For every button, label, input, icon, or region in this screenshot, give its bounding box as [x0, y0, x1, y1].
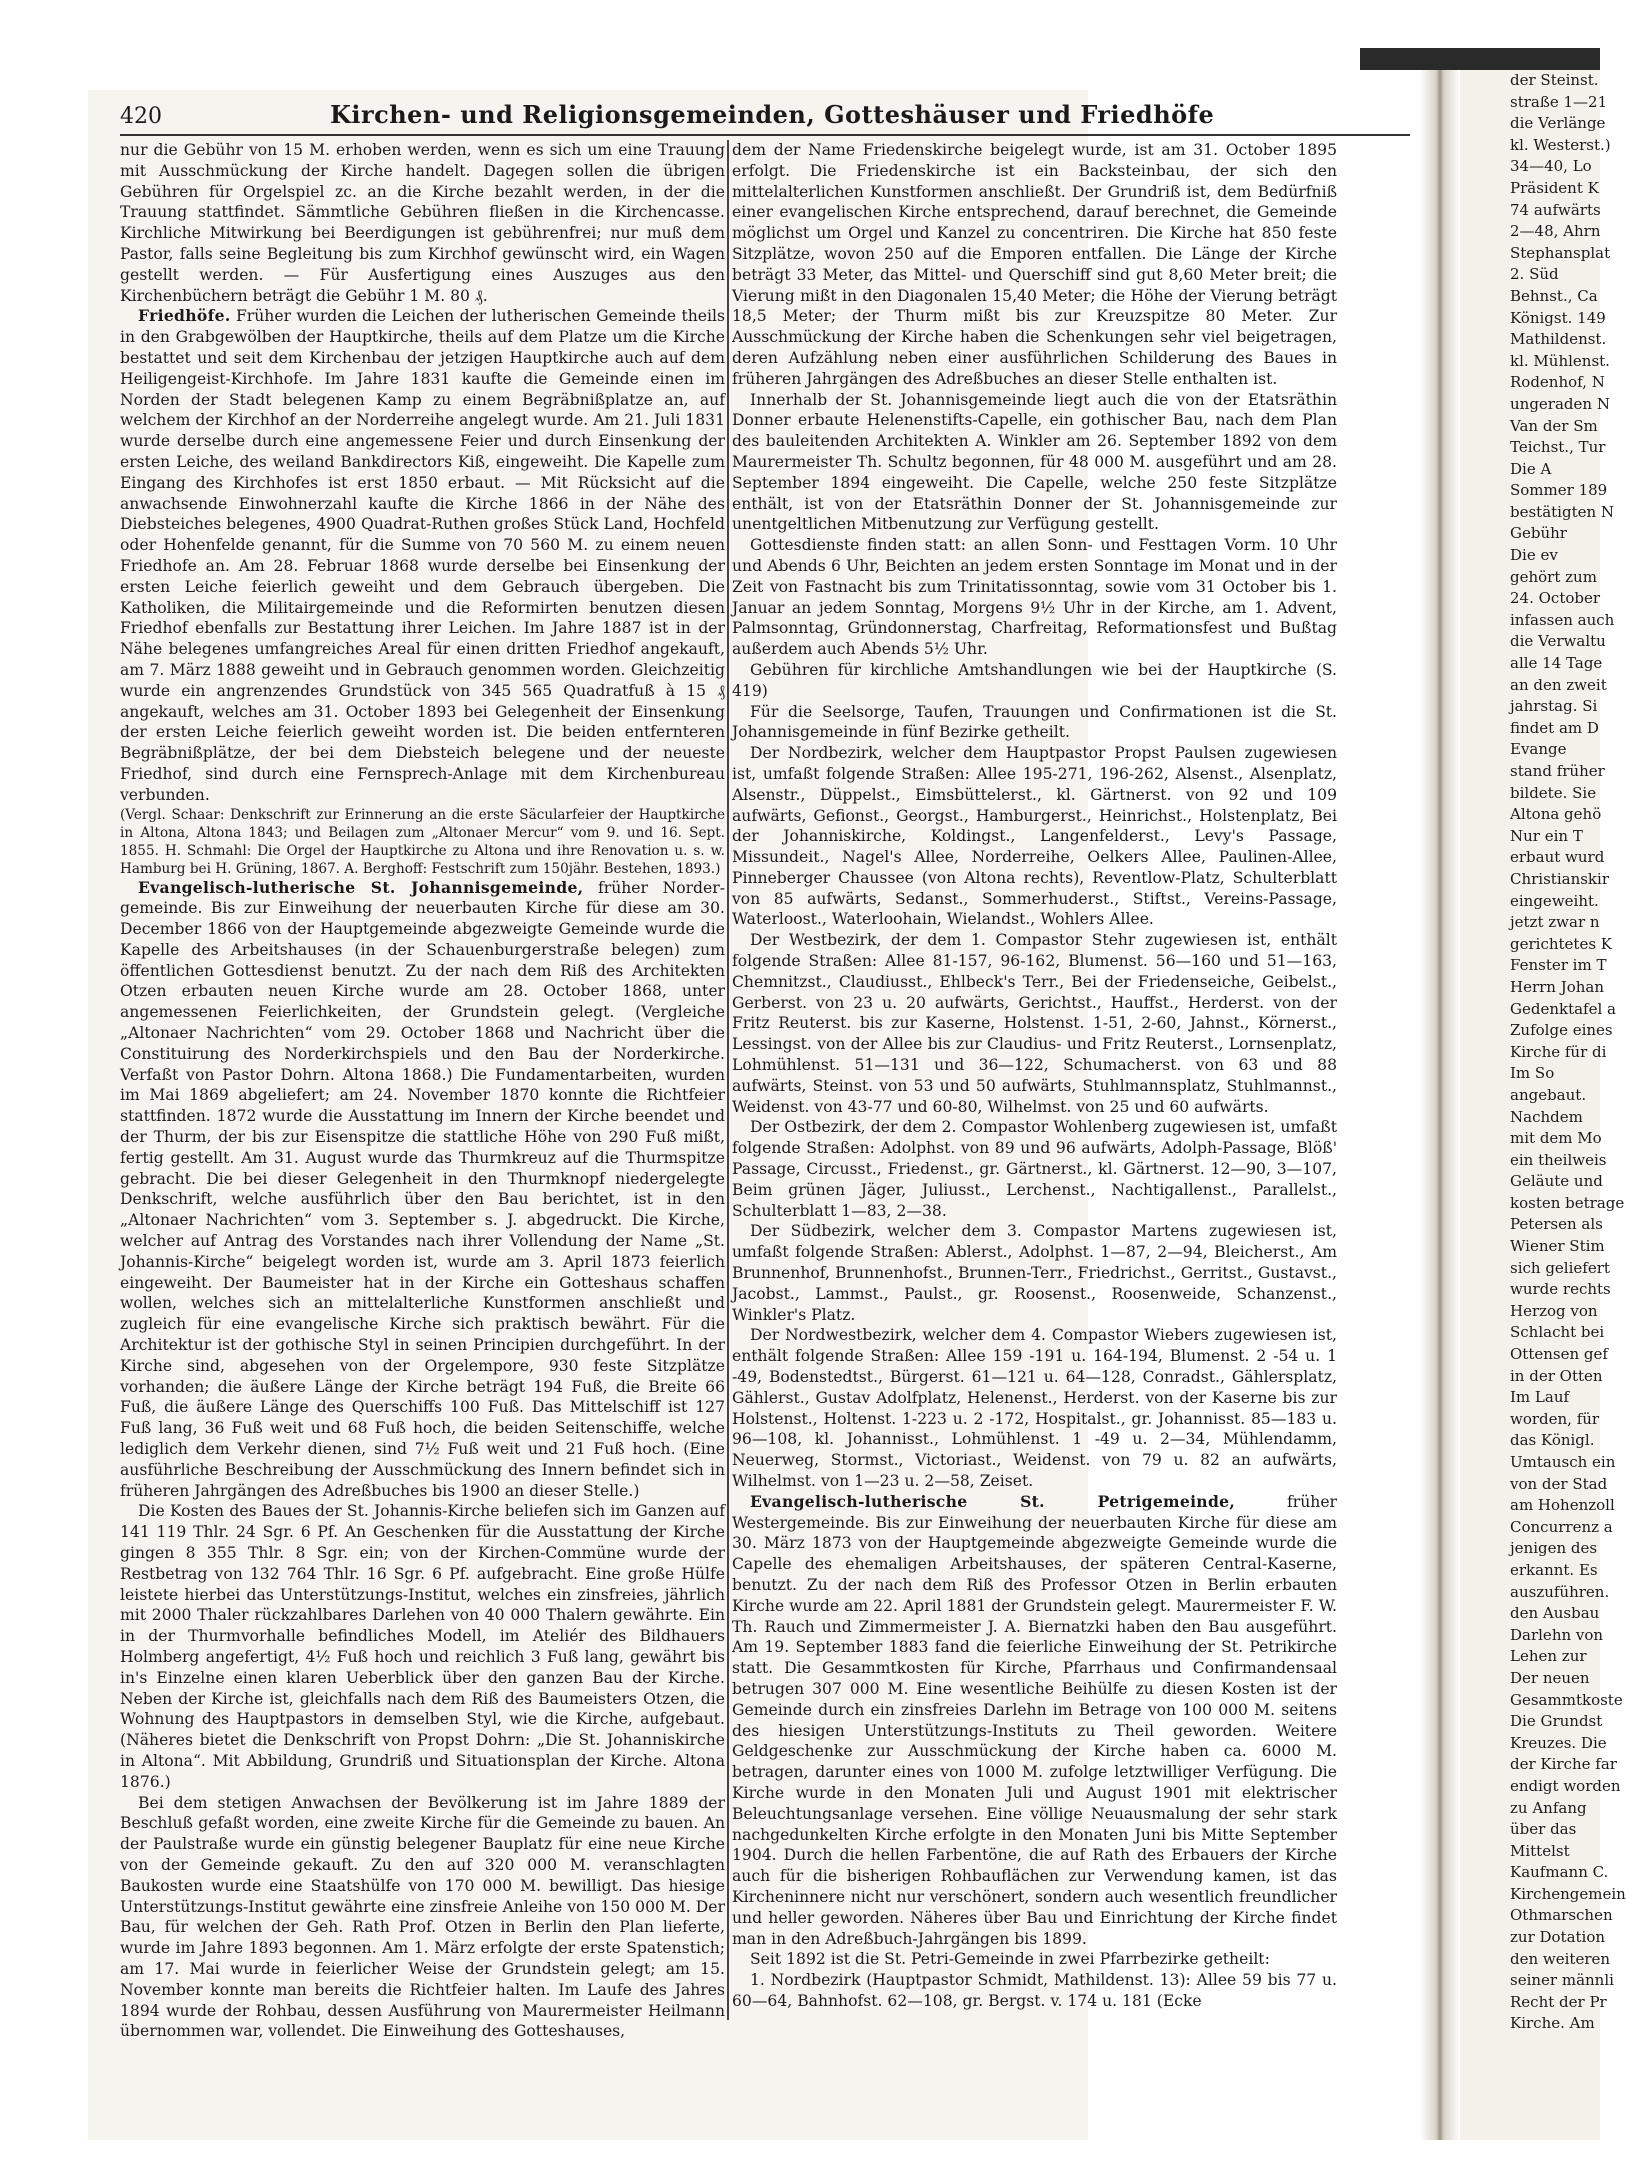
paragraph-text: Der Ostbezirk, der dem 2. Compastor Wohlenberg zugewiesen ist, umfaßt folgende Straßen: Adolphst. von 89 und 96 aufwärts, Adolph-Passage, Blöß' Passage, Circusst., Friedenst., gr. Gärtnerst., kl. Gärtnerst. 12—90, 3—107, Beim grünen Jäger, Juliusst., Lerchenst., Nachtigallenst., Parallelst., Schulterblatt 1—83, 2—38.: [732, 1118, 1337, 1220]
paragraph: [732, 702, 1337, 744]
text-fragment: straße 1—21: [1510, 92, 1608, 111]
text-fragment: worden, für: [1510, 1409, 1600, 1428]
paragraph: [732, 390, 1337, 536]
text-fragment: Gedenktafel a: [1510, 999, 1616, 1018]
text-fragment: Christianskir: [1510, 869, 1609, 888]
text-fragment: Van der Sm: [1510, 416, 1598, 435]
right-column: [732, 140, 1337, 2140]
text-fragment: Kaufmann C.: [1510, 1863, 1609, 1882]
text-fragment: wurde rechts: [1510, 1280, 1611, 1299]
paragraph: [120, 806, 725, 878]
text-fragment: jenigen des: [1510, 1539, 1598, 1558]
paragraph-text: früher Westergemeinde. Bis zur Einweihung der neuerbauten Kirche für diese am 30. März 1873 von der Hauptgemeinde abgezweigte Gemeinde wurde die Capelle des ehemaligen Arbeitshauses, der späteren Central-Kaserne, benutzt. Zu der nach dem Riß des Professor Otzen in Berlin erbauten Kirche wurde am 22. April 1881 der Grundstein gelegt. Maurermeister F. W. Th. Rauch und Zimmermeister J. A. Biernatzki haben den Bau ausgeführt. Am 19. September 1883 fand die feierliche Einweihung der St. Petrikirche statt. Die Gesammtkosten für Kirche, Pfarrhaus und Confirmandensaal betrugen 307 000 M. Eine wesentliche Beihülfe zu diesen Kosten ist der Gemeinde durch ein zinsfreies Darlehn im Betrage von 100 000 M. seitens des hiesigen Unterstützungs-Instituts zu Theil geworden. Weitere Geldgeschenke zur Ausschmückung der Kirche haben ca. 6000 M. betragen, darunter eines von 1000 M. zufolge letztwilliger Verfügung. Die Kirche wurde in den Monaten Juli und August 1901 mit elektrischer Beleuchtungsanlage versehen. Eine völlige Neuausmalung der sehr stark nachgedunkelten Kirche erfolgte in den Monaten Juni bis Mitte September 1904. Durch die hellen Farbentöne, die auf Rath des Erbauers der Kirche auch für die bisherigen Rohbauflächen zur Verwendung kamen, ist das Kircheninnere nicht nur verschönert, sondern auch wesentlich freundlicher und heller geworden. Näheres über Bau und Einrichtung der Kirche findet man in den Adreßbuch-Jahrgängen bis 1899.: [732, 1492, 1337, 1948]
text-fragment: Die A: [1510, 459, 1552, 478]
text-fragment: eingeweiht.: [1510, 891, 1599, 910]
paragraph-text: Früher wurden die Leichen der lutherischen Gemeinde theils in den Grabgewölben der Hauptkirche, theils auf dem Platze um die Kirche bestattet und seit dem Kirchenbau der jetzigen Hauptkirche auch auf dem Heiligengeist-Kirchhofe. Im Jahre 1831 kaufte die Gemeinde einen im Norden der Stadt belegenen Kamp zu einem Begräbnißplatze an, auf welchem der Kirchhof an der Norderreihe angelegt wurde. Am 21. Juli 1831 wurde derselbe durch eine angemessene Feier und durch Einsenkung der ersten Leiche, des weiland Bankdirectors Kiß, eingeweiht. Die Kapelle zum Eingang des Kirchhofes ist erst 1850 erbaut. — Mit Rücksicht auf die anwachsende Einwohnerzahl kaufte die Kirche 1866 in der Nähe des Diebsteiches belegenes, 4900 Quadrat-Ruthen großes Stück Land, Hochfeld oder Hohenfelde genannt, für die Summe von 70 560 M. zu einem neuen Friedhofe an. Am 28. Februar 1868 wurde derselbe bei Einsenkung der ersten Leiche feierlich geweiht und dem Gebrauch übergeben. Die Katholiken, die Militairgemeinde und die Reformirten benutzen diesen Friedhof ebenfalls zur Bestattung ihrer Leichen. Im Jahre 1887 ist in der Nähe belegenes umfangreiches Areal für einen dritten Friedhof angekauft, am 7. März 1888 geweiht und in Gebrauch genommen worden. Gleichzeitig wurde ein angrenzendes Grundstück von 345 565 Quadratfuß à 15 ₰ angekauft, welches am 31. October 1893 bei Gelegenheit der Einsenkung der ersten Leiche feierlich geweiht worden ist. Die beiden entfernteren Begräbnißplätze, der bei dem Diebsteich belegene und der neueste Friedhof, sind durch eine Fernsprech-Anlage mit dem Kirchenbureau verbunden.: [120, 307, 725, 804]
text-fragment: jetzt zwar n: [1510, 913, 1600, 932]
text-fragment: 34—40, Lo: [1510, 157, 1592, 176]
text-fragment: Herzog von: [1510, 1301, 1598, 1320]
text-fragment: Darlehn von: [1510, 1625, 1604, 1644]
text-fragment: Im So: [1510, 1064, 1555, 1083]
text-fragment: Die ev: [1510, 546, 1558, 565]
text-fragment: 24. October: [1510, 589, 1601, 608]
page-header: [120, 100, 1420, 136]
paragraph: [732, 1221, 1337, 1325]
paragraph-text: Gebühren für kirchliche Amtshandlungen wie bei der Hauptkirche (S. 419): [732, 660, 1337, 700]
text-fragment: Schlacht bei: [1510, 1323, 1605, 1342]
text-fragment: erbaut wurd: [1510, 848, 1605, 867]
book-gutter: [1420, 70, 1460, 2140]
text-fragment: Stephansplat: [1510, 243, 1611, 262]
text-fragment: in der Otten: [1510, 1366, 1603, 1385]
text-fragment: auszuführen.: [1510, 1582, 1610, 1601]
text-fragment: Zufolge eines: [1510, 1021, 1613, 1040]
text-fragment: Geläute und: [1510, 1172, 1603, 1191]
paragraph-text: nur die Gebühr von 15 M. erhoben werden, wenn es sich um eine Trauung mit Ausschmückung der Kirche handelt. Dagegen sollen die übrigen Gebühren für Orgelspiel zc. an die Kirche bezahlt werden, in der die Trauung stattfindet. Sämmtliche Gebühren fließen in die Kirchencasse. Kirchliche Mitwirkung bei Beerdigungen ist gebührenfrei; nur muß dem Pastor, falls seine Begleitung bis zum Kirchhof gewünscht wird, ein Wagen gestellt werden. — Für Ausfertigung eines Auszuges aus den Kirchenbüchern beträgt die Gebühr 1 M. 80 ₰.: [120, 141, 725, 305]
paragraph-text: Der Nordwestbezirk, welcher dem 4. Compastor Wiebers zugewiesen ist, enthält folgende Straßen: Allee 159 -191 u. 164-194, Blumenst. 2 -54 u. 1 -49, Bodenstedtst., Bürgerst. 61—121 u. 64—128, Conradst., Gählersplatz, Gählerst., Gustav Adolfplatz, Helenenst., Herderst. von der Kaserne bis zur Holstenst., Holtenst. 1-223 u. 2 -172, Hospitalst., gr. Johannisst. 85—183 u. 96—108, kl. Johannisst., Lohmühlenst. 1 -49 u. 2—34, Mühlendamm, Neuerweg, Stormst., Victoriast., Weidenst. von 79 u. 82 an aufwärts, Wilhelmst. von 1—23 u. 2—58, Zeiset.: [732, 1326, 1337, 1490]
text-fragment: kl. Mühlenst.: [1510, 351, 1610, 370]
paragraph-text: dem der Name Friedenskirche beigelegt wurde, ist am 31. October 1895 erfolgt. Die Friedenskirche ist ein Backsteinbau, der sich den mittelalterlichen Kunstformen anschließt. Der Grundriß ist, dem Bedürfniß einer evangelischen Kirche entsprechend, darauf berechnet, die Gemeinde möglichst um Orgel und Kanzel zu concentriren. Die Kirche hat 850 feste Sitzplätze, wovon 250 auf die Emporen entfallen. Die Länge der Kirche beträgt 33 Meter, das Mittel- und Querschiff sind gut 8,60 Meter breit; die Vierung mißt in den Diagonalen 15,40 Meter; die Höhe der Vierung beträgt 18,5 Meter; der Thurm mißt bis zur Kreuzspitze 80 Meter. Zur Ausschmückung der Kirche haben die Schenkungen sehr viel beigetragen, deren Aufzählung neben einer ausführlichen Schilderung des Baues in früheren Jahrgängen des Adreßbuches an dieser Stelle enthalten ist.: [732, 141, 1337, 388]
text-fragment: Sommer 189: [1510, 481, 1608, 500]
text-fragment: sich geliefert: [1510, 1258, 1610, 1277]
text-fragment: der Kirche far: [1510, 1755, 1617, 1774]
paragraph-text: Seit 1892 ist die St. Petri-Gemeinde in zwei Pfarrbezirke getheilt:: [750, 1950, 1270, 1969]
paragraph: [120, 306, 725, 805]
text-fragment: die Verlänge: [1510, 114, 1606, 133]
text-fragment: kosten betrage: [1510, 1193, 1625, 1212]
paragraph: [732, 1970, 1337, 2012]
text-fragment: Recht der Pr: [1510, 1992, 1607, 2011]
text-fragment: zu Anfang: [1510, 1798, 1587, 1817]
paragraph-text: früher Norder-gemeinde. Bis zur Einweihung der neuerbauten Kirche für diese am 30. December 1866 von der Hauptgemeinde abgezweigte Gemeinde wurde die Kapelle des Arbeitshauses (in der Schauenburgerstraße belegen) zum öffentlichen Gottesdienst benutzt. Zu der nach dem Riß des Architekten Otzen erbauten neuen Kirche wurde am 28. October 1868, unter angemessenen Feierlichkeiten, der Grundstein gelegt. (Vergleiche „Altonaer Nachrichten“ vom 29. October 1868 und Nachricht über die Constituirung des Norderkirchspiels und den Bau der Norderkirche. Verfaßt von Pastor Dohrn. Altona 1868.) Die Fundamentarbeiten, wurden im Mai 1869 abgeliefert; am 24. November 1870 konnte die Richtfeier stattfinden. 1872 wurde die Ausstattung im Innern der Kirche beendet und der Thurm, der bis zur Eisenspitze die stattliche Höhe von 290 Fuß mißt, fertig gestellt. Am 31. August wurde das Thurmkreuz auf die Thurmspitze gebracht. Die bei dieser Gelegenheit in den Thurmknopf niedergelegte Denkschrift, welche ausführlich über den Bau berichtet, ist in den „Altonaer Nachrichten“ vom 3. September s. J. abgedruckt. Die Kirche, welcher auf Antrag des Vorstandes nach ihrer Vollendung der Name „St. Johannis-Kirche“ beigelegt worden ist, wurde am 3. April 1873 feierlich eingeweiht. Der Baumeister hat in der Kirche ein Gotteshaus schaffen wollen, welches sich an mittelalterliche Kunstformen anschließt und zugleich für eine evangelische Kirche sich praktisch bewährt. Für die Architektur ist der gothische Styl in seinen Principien durchgeführt. In der Kirche sind, abgesehen von der Orgelempore, 930 feste Sitzplätze vorhanden; die äußere Länge der Kirche beträgt 194 Fuß, die Breite 66 Fuß, die äußere Länge des Querschiffs 100 Fuß. Das Mittelschiff ist 127 Fuß lang, 36 Fuß weit und 68 Fuß hoch, die beiden Seitenschiffe, welche lediglich dem Verkehr dienen, sind 7½ Fuß weit und 21 Fuß hoch. (Eine ausführliche Beschreibung der Ausschmückung des Innern befindet sich in früheren Jahrgängen des Adreßbuches bis 1900 an dieser Stelle.): [120, 878, 725, 1500]
text-fragment: von der Stad: [1510, 1474, 1608, 1493]
paragraph: [120, 1793, 725, 2043]
text-fragment: stand früher: [1510, 762, 1605, 780]
text-fragment: die Verwaltu: [1510, 632, 1606, 651]
text-fragment: Evange: [1510, 740, 1567, 759]
text-fragment: zur Dotation: [1510, 1928, 1606, 1947]
text-fragment: Im Lauf: [1510, 1388, 1570, 1407]
text-fragment: mit dem Mo: [1510, 1129, 1602, 1148]
text-fragment: angebaut.: [1510, 1085, 1587, 1104]
text-fragment: ungeraden N: [1510, 394, 1610, 413]
text-fragment: Umtausch ein: [1510, 1453, 1616, 1471]
text-fragment: Nachdem: [1510, 1107, 1583, 1126]
text-fragment: Lehen zur: [1510, 1647, 1587, 1666]
text-fragment: endigt worden: [1510, 1776, 1621, 1795]
paragraph: [732, 743, 1337, 930]
text-fragment: infassen auch: [1510, 610, 1615, 629]
text-fragment: Wiener Stim: [1510, 1237, 1605, 1256]
paragraph: [120, 878, 725, 1502]
text-fragment: jahrstag. Si: [1510, 697, 1598, 716]
paragraph-text: Gottesdienste finden statt: an allen Sonn- und Festtagen Vorm. 10 Uhr und Abends 6 Uhr, Beichten an jedem ersten Sonntage im Monat und in der Zeit von Fastnacht bis zum Trinitatissonntag, sowie vom 31 October bis 1. Januar an jedem Sonntag, Morgens 9½ Uhr in der Kirche, am 1. Advent, Palmsonntag, Gründonnerstag, Charfreitag, Reformationsfest und Bußtag außerdem auch Abends 5½ Uhr.: [732, 536, 1337, 659]
text-fragment: 74 aufwärts: [1510, 200, 1601, 219]
text-fragment: Kirchengemein: [1510, 1884, 1626, 1903]
paragraph-text: Innerhalb der St. Johannisgemeinde liegt auch die von der Etatsräthin Donner erbaute Helenenstifts-Capelle, ein gothischer Bau, nach dem Plan des bauleitenden Architekten A. Winkler am 26. September 1892 von dem Maurermeister Th. Schultz begonnen, für 48 000 M. ausgeführt und am 28. September 1894 eingeweiht. Die Capelle, welche 250 feste Sitzplätze enthält, ist von der Etatsräthin Donner der St. Johannisgemeinde zur unentgeltlichen Mitbenutzung zur Verfügung gestellt.: [732, 390, 1337, 534]
text-fragment: den weiteren: [1510, 1949, 1611, 1968]
paragraph-text: Für die Seelsorge, Taufen, Trauungen und Confirmationen ist die St. Johannisgemeinde in fünf Bezirke getheilt.: [732, 702, 1337, 742]
text-fragment: Gebühr: [1510, 524, 1567, 543]
text-fragment: kl. Westerst.): [1510, 135, 1611, 154]
paragraph-text: Der Südbezirk, welcher dem 3. Compastor Martens zugewiesen ist, umfaßt folgende Straßen: Ablerst., Adolphst. 1—87, 2—94, Bleicherst., Am Brunnenhof, Brunnenhofst., Brunnen-Terr., Friedrichst., Gerritst., Gustavst., Jacobst., Lammst., Paulst., gr. Roosenst., Roosenweide, Schanzenst., Winkler's Platz.: [732, 1222, 1337, 1324]
text-fragment: über das: [1510, 1820, 1577, 1839]
text-fragment: seiner männli: [1510, 1971, 1614, 1990]
text-fragment: Petersen als: [1510, 1215, 1603, 1234]
text-fragment: Othmarschen: [1510, 1906, 1613, 1925]
text-fragment: Concurrenz a: [1510, 1517, 1613, 1536]
text-fragment: gerichtetes K: [1510, 934, 1612, 953]
text-fragment: 2—48, Ahrn: [1510, 222, 1601, 241]
text-fragment: 2. Süd: [1510, 265, 1559, 284]
paragraph: [120, 140, 725, 306]
text-fragment: Herrn Johan: [1510, 977, 1605, 996]
text-fragment: Behnst., Ca: [1510, 286, 1598, 305]
paragraph-text: Bei dem stetigen Anwachsen der Bevölkerung ist im Jahre 1889 der Beschluß gefaßt worden, eine zweite Kirche für die Gemeinde zu bauen. An der Paulstraße wurde ein günstig belegener Bauplatz für eine neue Kirche von der Gemeinde gekauft. Zu den auf 320 000 M. veranschlagten Baukosten wurde eine Staatshülfe von 170 000 M. bewilligt. Das hiesige Unterstützungs-Institut gewährte eine zinsfreie Anleihe von 150 000 M. Der Bau, für welchen der Geh. Rath Prof. Otzen in Berlin den Plan lieferte, wurde im Jahre 1893 begonnen. Am 1. März erfolgte der erste Spatenstich; am 17. Mai wurde in feierlicher Weise der Grundstein gelegt; am 15. November konnte man bereits die Richtfeier halten. Im Laufe des Jahres 1894 wurde der Rohbau, dessen Ausführung von Maurermeister Heilmann übernommen war, vollendet. Die Einweihung des Gotteshauses,: [120, 1793, 725, 2041]
paragraph: [732, 660, 1337, 702]
paragraph: [732, 535, 1337, 660]
text-fragment: Fenster im T: [1510, 956, 1607, 975]
text-fragment: Kirche. Am: [1510, 2014, 1595, 2033]
text-fragment: Mittelst: [1510, 1841, 1570, 1860]
text-fragment: Der neuen: [1510, 1668, 1590, 1687]
paragraph: [732, 1117, 1337, 1221]
text-fragment: Rodenhof, N: [1510, 373, 1605, 392]
running-title: Kirchen- und Religionsgemeinden, Gotteshäuser und Friedhöfe: [330, 100, 1215, 129]
text-fragment: Nur ein T: [1510, 826, 1583, 845]
text-fragment: Gesammtkoste: [1510, 1690, 1623, 1709]
text-fragment: Mathildenst.: [1510, 330, 1607, 349]
text-fragment: Teichst., Tur: [1510, 438, 1606, 457]
paragraph: [732, 140, 1337, 390]
text-fragment: erkannt. Es: [1510, 1560, 1598, 1579]
paragraph-text: 1. Nordbezirk (Hauptpastor Schmidt, Mathildenst. 13): Allee 59 bis 77 u. 60—64, Bahnhofst. 62—108, gr. Bergst. v. 174 u. 181 (Ecke: [732, 1971, 1337, 2010]
paragraph-text: Die Kosten des Baues der St. Johannis-Kirche beliefen sich im Ganzen auf 141 119 Thlr. 24 Sgr. 6 Pf. An Geschenken für die Ausstattung der Kirche gingen 8 355 Thlr. 8 Sgr. ein; von der Kirchen-Commüne wurde der Restbetrag von 132 764 Thlr. 16 Sgr. 6 Pf. aufgebracht. Eine große Hülfe leistete hierbei das Unterstützungs-Institut, welches ein zinsfreies, jährlich mit 2000 Thaler rückzahlbares Darlehen von 40 000 Thalern gewährte. Ein in der Thurmvorhalle befindliches Modell, im Ateliér des Bildhauers Holmberg angefertigt, 4½ Fuß hoch und reichlich 3 Fuß lang, gewährt bis in's Einzelne einen klaren Ueberblick über den ganzen Bau der Kirche. Neben der Kirche ist, gleichfalls nach dem Riß des Baumeisters Otzen, die Wohnung des Hauptpastors in demselben Styl, wie die Kirche, aufgebaut. (Näheres bietet die Denkschrift von Propst Dohrn: „Die St. Johanniskirche in Altona“. Mit Abbildung, Grundriß und Situationsplan der Kirche. Altona 1876.): [120, 1502, 725, 1791]
paragraph: [732, 930, 1337, 1117]
text-fragment: der Steinst.: [1510, 71, 1599, 89]
text-fragment: das Königl.: [1510, 1431, 1595, 1450]
page-number: 420: [120, 104, 162, 129]
paragraph: [732, 1325, 1337, 1491]
text-fragment: alle 14 Tage: [1510, 654, 1603, 673]
left-column: [120, 140, 725, 2140]
paragraph: [732, 1949, 1337, 1970]
text-fragment: bestätigten N: [1510, 502, 1615, 521]
section-heading: Evangelisch-lutherische St. Petrigemeinde,: [750, 1491, 1236, 1511]
paragraph: [120, 1501, 725, 1792]
section-heading: Evangelisch-lutherische St. Johannisgemeinde,: [138, 877, 584, 897]
text-fragment: Die Grundst: [1510, 1712, 1603, 1731]
scan-edge-bar: [1360, 48, 1600, 70]
text-fragment: den Ausbau: [1510, 1604, 1600, 1623]
text-fragment: an den zweit: [1510, 675, 1607, 694]
column-divider: [727, 140, 729, 2020]
text-fragment: Kirche für di: [1510, 1042, 1607, 1061]
text-fragment: bildete. Sie: [1510, 783, 1597, 802]
paragraph: [732, 1492, 1337, 1950]
text-fragment: ein theilweis: [1510, 1150, 1607, 1169]
text-fragment: findet am D: [1510, 718, 1599, 737]
text-fragment: am Hohenzoll: [1510, 1496, 1615, 1515]
right-page-fragment: [1460, 70, 1626, 2140]
section-heading: Friedhöfe.: [138, 306, 231, 326]
paragraph-text: Der Westbezirk, der dem 1. Compastor Stehr zugewiesen ist, enthält folgende Straßen: Allee 81-157, 96-162, Blumenst. 56—160 und 51—163, Chemnitzst., Claudiusst., Ehlbeck's Terr., Bei der Friedenseiche, Geibelst., Gerberst. von 23 u. 20 aufwärts, Gerichtst., Hauffst., Herderst. von der Fritz Reuterst. bis zur Kaserne, Holstenst. 1-51, 2-60, Jahnst., Körnerst., Lessingst. von der Allee bis zur Claudius- und Fritz Reuterst., Lornsenplatz, Lohmühlenst. 51—131 und 36—122, Schumacherst. von 63 und 88 aufwärts, Steinst. von 53 und 50 aufwärts, Stuhlmannsplatz, Stuhlmannst., Weidenst. von 43-77 und 60-80, Wilhelmst. von 25 und 60 aufwärts.: [732, 931, 1337, 1116]
text-fragment: Ottensen gef: [1510, 1345, 1608, 1364]
paragraph-text: (Vergl. Schaar: Denkschrift zur Erinnerung an die erste Säcularfeier der Hauptkirche in Altona, Altona 1843; und Beilagen zum „Altonaer Mercur“ vom 9. und 16. Sept. 1855. H. Schmahl: Die Orgel der Hauptkirche zu Altona und ihre Renovation u. s. w. Hamburg bei H. Grüning, 1867. A. Berghoff: Festschrift zum 150jähr. Bestehen, 1893.): [120, 806, 725, 877]
header-rule: [120, 134, 1410, 136]
text-fragment: gehört zum: [1510, 567, 1597, 586]
text-fragment: Kreuzes. Die: [1510, 1733, 1607, 1752]
text-fragment: Präsident K: [1510, 178, 1599, 197]
paragraph-text: Der Nordbezirk, welcher dem Hauptpastor Propst Paulsen zugewiesen ist, umfaßt folgende Straßen: Allee 195-271, 196-262, Alsenst., Alsenplatz, Alsenstr., Düppelst., Eimsbüttelerst., kl. Gärtnerst. von 92 und 109 aufwärts, Gefionst., Georgst., Hamburgerst., Heinrichst., Holstenplatz, Bei der Johanniskirche, Koldingst., Langenfelderst., Levy's Passage, Missundeit., Nagel's Allee, Norderreihe, Oelkers Allee, Paulinen-Allee, Pinneberger Chaussee (von Altona rechts), Reventlow-Platz, Schulterblatt von 85 aufwärts, Sedanst., Sommerhuderst., Stiftst., Vereins-Passage, Waterloost., Waterloohain, Wielandst., Wohlers Allee.: [732, 744, 1337, 929]
text-fragment: Altona gehö: [1510, 805, 1602, 824]
text-fragment: Königst. 149: [1510, 308, 1606, 327]
